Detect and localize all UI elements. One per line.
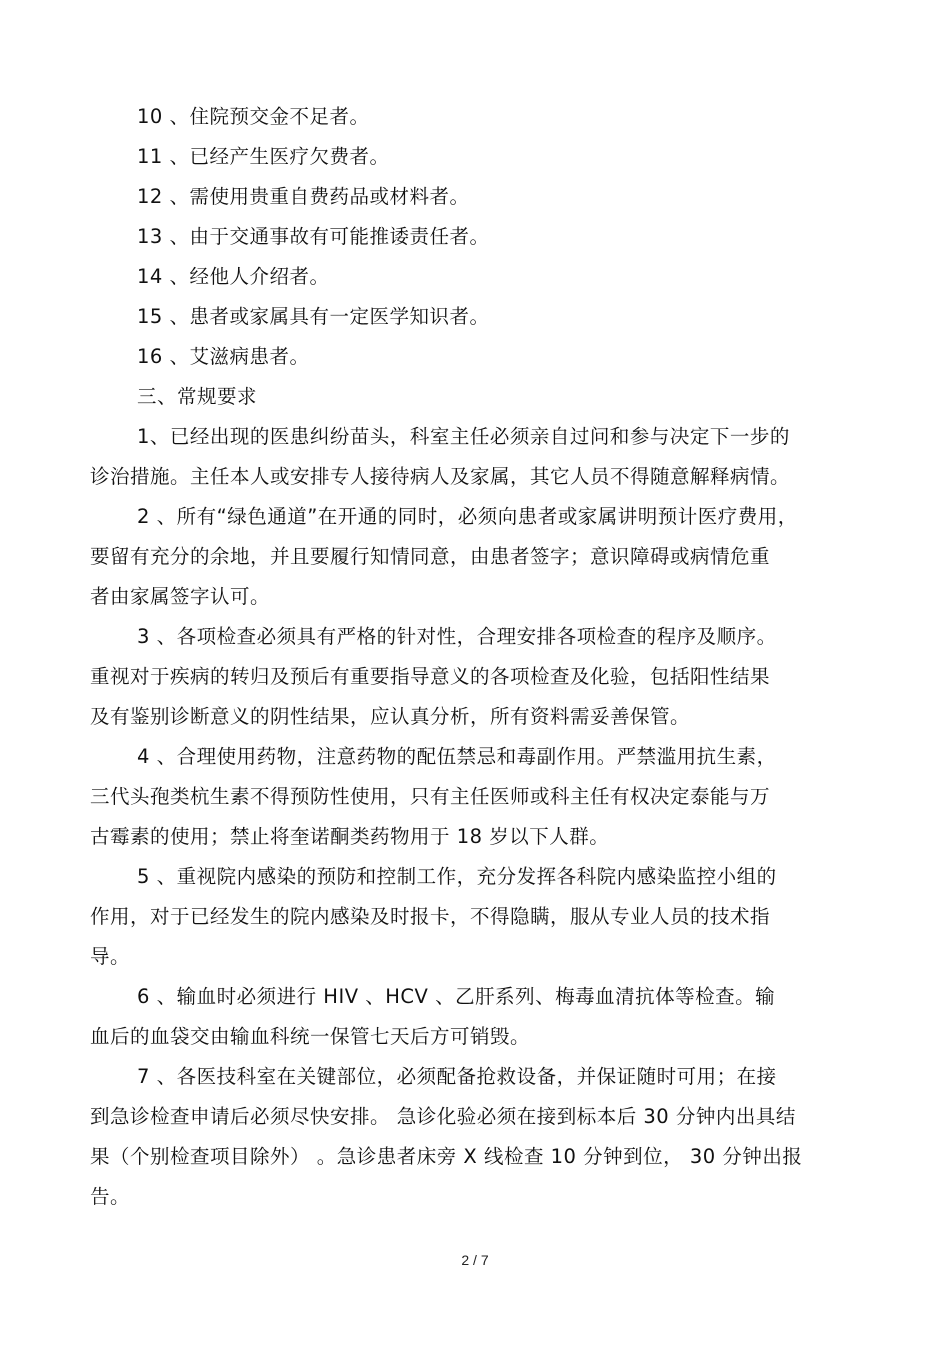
list-item-12: 12 、需使用贵重自费药品或材料者。 [137,185,470,208]
list-item-16: 16 、艾滋病患者。 [137,345,310,368]
paragraph-3-line-3: 及有鉴别诊断意义的阴性结果，应认真分析，所有资料需妥善保管。 [90,705,691,728]
paragraph-6-line-1: 6 、输血时必须进行 HIV 、HCV 、乙肝系列、梅毒血清抗体等检查。输 [137,985,776,1008]
paragraph-7-line-1: 7 、各医技科室在关键部位，必须配备抢救设备，并保证随时可用；在接 [137,1065,777,1088]
list-item-13: 13 、由于交通事故有可能推诿责任者。 [137,225,490,248]
paragraph-5-line-2: 作用，对于已经发生的院内感染及时报卡，不得隐瞒，服从专业人员的技术指 [90,905,771,928]
paragraph-4-line-3: 古霉素的使用；禁止将奎诺酮类药物用于 18 岁以下人群。 [90,825,610,848]
list-item-15: 15 、患者或家属具有一定医学知识者。 [137,305,490,328]
paragraph-4-line-1: 4 、合理使用药物，注意药物的配伍禁忌和毒副作用。严禁滥用抗生素， [137,745,777,768]
paragraph-3-line-1: 3 、各项检查必须具有严格的针对性，合理安排各项检查的程序及顺序。 [137,625,777,648]
paragraph-1-line-1: 1、已经出现的医患纠纷苗头，科室主任必须亲自过问和参与决定下一步的 [137,425,790,448]
page-number: 2 / 7 [461,1252,489,1268]
list-item-11: 11 、已经产生医疗欠费者。 [137,145,390,168]
paragraph-2-line-3: 者由家属签字认可。 [90,585,271,608]
paragraph-7-line-4: 告。 [90,1185,131,1208]
paragraph-2-line-1: 2 、所有“绿色通道”在开通的同时，必须向患者或家属讲明预计医疗费用， [137,505,798,528]
list-item-14: 14 、经他人介绍者。 [137,265,330,288]
paragraph-1-line-2: 诊治措施。主任本人或安排专人接待病人及家属，其它人员不得随意解释病情。 [90,465,791,488]
paragraph-7-line-3: 果（个别检查项目除外） 。急诊患者床旁 X 线检查 10 分钟到位， 30 分钟出报 [90,1145,803,1168]
paragraph-4-line-2: 三代头孢类杭生素不得预防性使用，只有主任医师或科主任有权决定泰能与万 [90,785,771,808]
paragraph-5-line-1: 5 、重视院内感染的预防和控制工作，充分发挥各科院内感染监控小组的 [137,865,777,888]
paragraph-3-line-2: 重视对于疾病的转归及预后有重要指导意义的各项检查及化验，包括阳性结果 [90,665,771,688]
section-heading: 三、常规要求 [137,385,258,408]
list-item-10: 10 、住院预交金不足者。 [137,105,370,128]
paragraph-2-line-2: 要留有充分的余地，并且要履行知情同意，由患者签字；意识障碍或病情危重 [90,545,771,568]
paragraph-6-line-2: 血后的血袋交由输血科统一保管七天后方可销毁。 [90,1025,531,1048]
paragraph-5-line-3: 导。 [90,945,131,968]
paragraph-7-line-2: 到急诊检查申请后必须尽快安排。 急诊化验必须在接到标本后 30 分钟内出具结 [90,1105,796,1128]
